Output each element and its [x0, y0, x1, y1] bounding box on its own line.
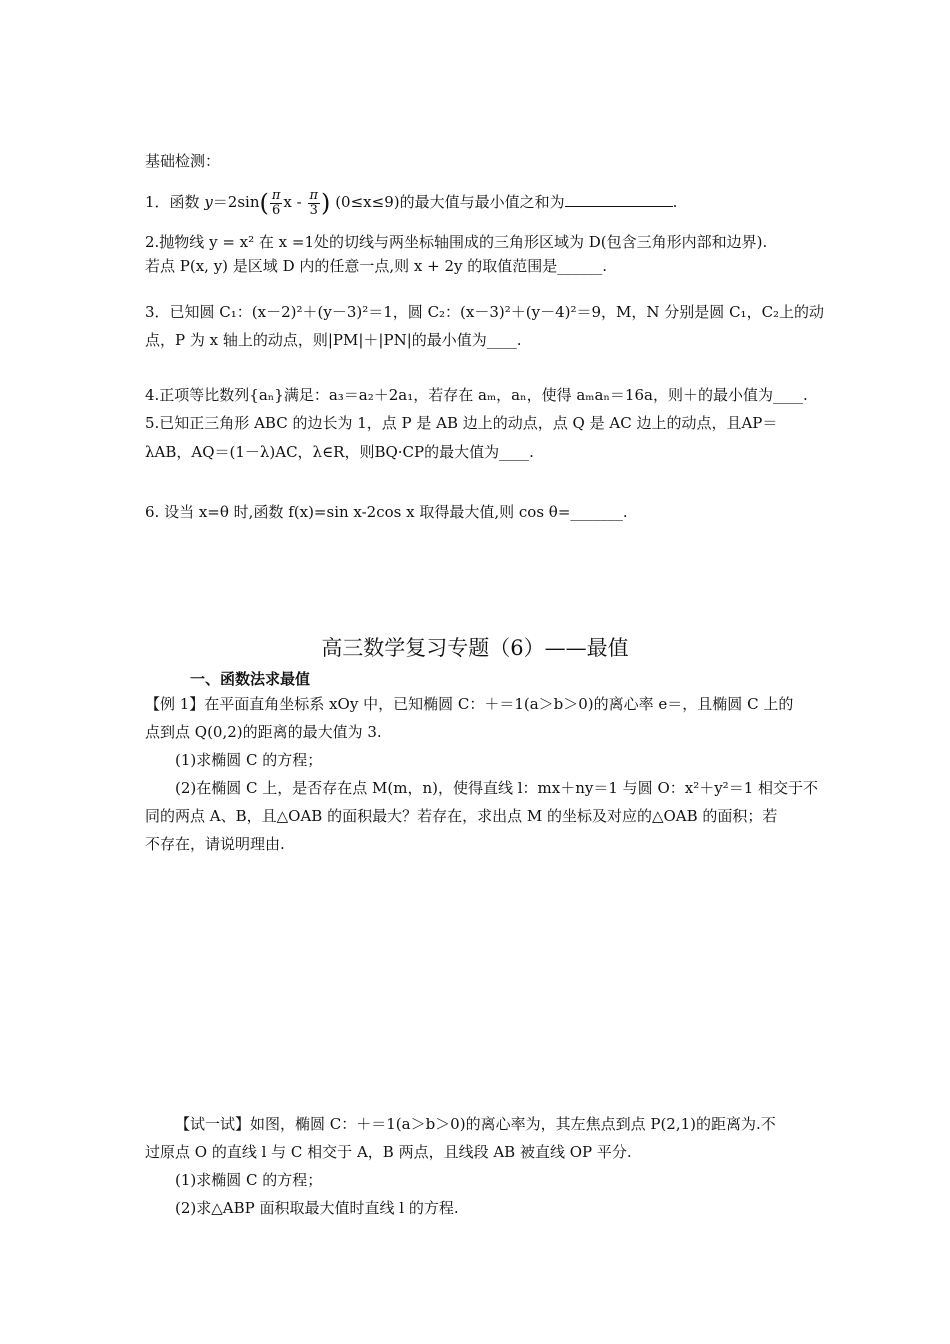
- question-2-line-2: 若点 P(x, y) 是区域 D 内的任意一点,则 x + 2y 的取值范围是______.: [145, 257, 608, 275]
- example1-part-2-line-3: 不存在，请说明理由.: [145, 835, 285, 853]
- q1-frac2-den: 3: [309, 202, 318, 218]
- question-6: 6. 设当 x=θ 时,函数 f(x)=sin x-2cos x 取得最大值,则 cos θ=_______.: [145, 503, 628, 521]
- q1-frac-pi-6: [270, 189, 283, 218]
- example1-line-2: 点到点 Q(0,2)的距离的最大值为 3.: [145, 723, 382, 741]
- question-5-line-1: 5.已知正三角形 ABC 的边长为 1，点 P 是 AB 边上的动点，点 Q 是 AC 边上的动点，且AP＝: [145, 414, 778, 432]
- question-2-line-1: 2.抛物线 y = x² 在 x =1处的切线与两坐标轴围成的三角形区域为 D(包含三角形内部和边界).: [145, 233, 768, 251]
- q1-frac1-num: π: [271, 187, 281, 203]
- trial-part-1: (1)求椭圆 C 的方程；: [175, 1171, 323, 1189]
- question-5-line-2: λAB，AQ＝(1－λ)AC，λ∈R，则BQ·CP的最大值为____.: [145, 443, 534, 461]
- trial-line-2: 过原点 O 的直线 l 与 C 相交于 A，B 两点，且线段 AB 被直线 OP 平分.: [145, 1143, 632, 1161]
- q1-frac1-den: 6: [272, 202, 281, 218]
- example1-line-1: 【例 1】在平面直角坐标系 xOy 中，已知椭圆 C：＋＝1(a＞b＞0)的离心率 e＝，且椭圆 C 上的: [145, 695, 794, 713]
- page-title: 高三数学复习专题（6）——最值: [321, 636, 629, 660]
- section-one-heading: 一、函数法求最值: [190, 670, 311, 688]
- example1-part-2-line-1: (2)在椭圆 C 上，是否存在点 M(m，n)，使得直线 l：mx＋ny＝1 与圆 O：x²＋y²＝1 相交于不: [175, 779, 819, 797]
- q1-domain: (0≤x≤9): [335, 193, 400, 211]
- q1-frac-pi-3: [308, 189, 321, 218]
- question-3-line-1: 3．已知圆 C₁：(x－2)²＋(y－3)²＝1，圆 C₂：(x－3)²＋(y－4)²＝9，M，N 分别是圆 C₁，C₂上的动: [145, 303, 825, 321]
- q1-open-paren: (: [259, 189, 269, 217]
- q1-close-paren: ): [321, 189, 331, 217]
- q1-x-minus: x -: [283, 193, 307, 211]
- q1-func-eq: ＝2sin: [212, 193, 260, 211]
- trial-line-1: 【试一试】如图，椭圆 C：＋＝1(a＞b＞0)的离心率为，其左焦点到点 P(2,1)的距离为.不: [175, 1115, 776, 1133]
- example1-part-2-line-2: 同的两点 A、B，且△OAB 的面积最大？若存在，求出点 M 的坐标及对应的△OAB 的面积；若: [145, 807, 778, 825]
- q1-prefix: 1．函数: [145, 193, 205, 211]
- question-4: 4.正项等比数列{aₙ}满足：a₃＝a₂＋2a₁，若存在 aₘ，aₙ，使得 aₘaₙ＝16a，则＋的最小值为____.: [145, 386, 808, 404]
- q1-func-lhs: y: [204, 193, 213, 211]
- q1-frac2-num: π: [309, 187, 319, 203]
- q1-suffix: 的最大值与最小值之和为: [399, 193, 565, 211]
- section-basic-heading: 基础检测：: [145, 152, 221, 170]
- example1-part-1: (1)求椭圆 C 的方程；: [175, 751, 323, 769]
- question-1: [145, 182, 813, 222]
- question-3-line-2: 点，P 为 x 轴上的动点，则|PM|＋|PN|的最小值为____.: [145, 331, 522, 349]
- q1-end: .: [672, 193, 678, 211]
- trial-part-2: (2)求△ABP 面积取最大值时直线 l 的方程.: [175, 1199, 459, 1217]
- q1-answer-blank: [565, 192, 673, 207]
